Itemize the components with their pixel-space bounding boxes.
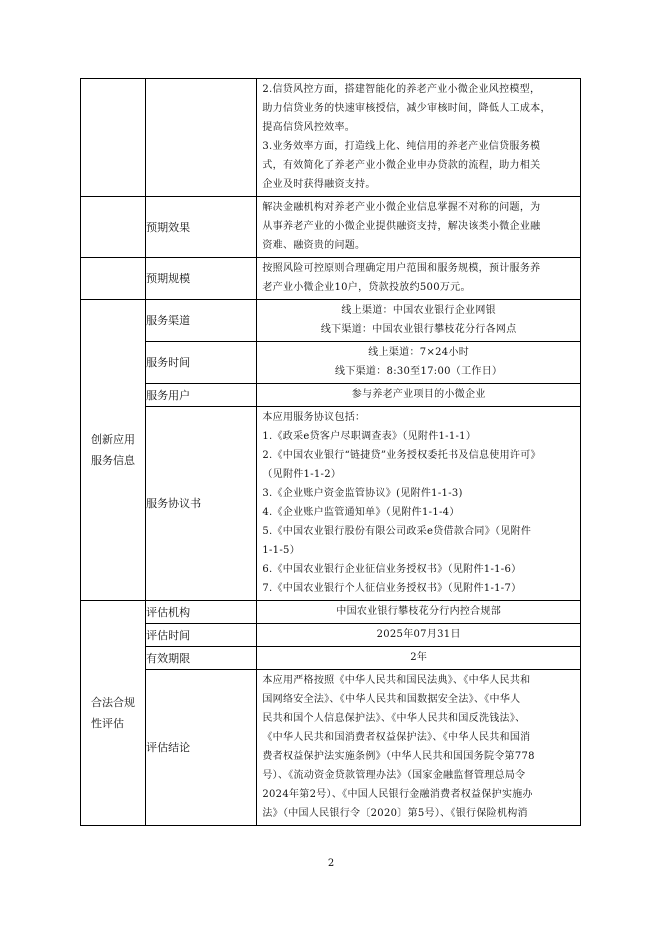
service-channel-value [257,300,581,342]
text-line: 线上渠道：中国农业银行企业网银 [341,305,496,316]
text-line: 从事养老产业的小微企业提供融资支持，解决该类小微企业融 [262,221,541,232]
validity-value: 2年 [257,647,581,670]
validity-label: 有效期限 [146,647,257,670]
service-time-value [257,342,581,384]
table-row [81,601,581,624]
compliance-category: 合法合规性评估 [81,601,146,826]
list-item: 1-1-5） [262,545,300,556]
table-row [81,647,581,670]
text-line: 2.信贷风控方面，搭建智能化的养老产业小微企业风控模型， [262,84,541,95]
text-line: 老产业小微企业10户，贷款投放约500万元。 [262,282,471,293]
service-users-value: 参与养老产业项目的小微企业 [257,384,581,407]
list-item: 4.《企业账户监管通知单》（见附件1-1-4） [262,507,460,518]
text-line: 2024年第2号）、《中国人民银行金融消费者权益保护实施办 [262,789,533,800]
text-line: 号）、《流动资金贷款管理办法》（国家金融监督管理总局令 [262,770,526,781]
list-item: 7.《中国农业银行个人征信业务授权书》（见附件1-1-7） [262,583,522,594]
text-line: 按照风险可控原则合理确定用户范围和服务规模，预计服务养 [262,263,541,274]
expected-effect-text [257,197,581,258]
service-users-label: 服务用户 [146,384,257,407]
page-number: 2 [327,858,335,869]
text-line: 3.业务效率方面，打造线上化、纯信用的养老产业信贷服务模 [262,141,541,152]
text-line: 国网络安全法》、《中华人民共和国数据安全法》、《中华人 [262,694,521,705]
service-agreement-list [257,407,581,601]
text-line: 费者权益保护法实施条例》（中华人民共和国国务院令第778 [262,751,535,762]
text-line: 资难、融资贵的问题。 [262,240,366,251]
table-row [81,342,581,384]
eval-time-value: 2025年07月31日 [257,624,581,647]
risk-efficiency-text [257,79,581,197]
list-item: 2.《中国农业银行“链捷贷”业务授权委托书及信息使用许可》 [262,450,541,461]
conclusion-label: 评估结论 [146,670,257,826]
text-line: 解决金融机构对养老产业小微企业信息掌握不对称的问题，为 [262,202,541,213]
text-line: 提高信贷风控效率。 [262,122,356,133]
eval-time-label: 评估时间 [146,624,257,647]
text-line: 线下渠道：中国农业银行攀枝花分行各网点 [320,324,517,335]
list-item: 1.《政采e贷客户尽职调查表》（见附件1-1-1） [262,431,477,442]
text-line: 本应用严格按照《中华人民共和国民法典》、《中华人民共和 [262,675,531,686]
text-line: 法》（中国人民银行令〔2020〕第5号）、《银行保险机构消 [262,808,528,819]
table-row [81,670,581,826]
text-line: 式，有效简化了养老产业小微企业申办贷款的流程，助力相关 [262,160,541,171]
table-row [81,197,581,258]
list-item: （见附件1-1-2） [262,469,342,480]
table-row [81,79,581,197]
list-item: 3.《企业账户资金监管协议》(见附件1-1-3) [262,488,463,499]
eval-org-label: 评估机构 [146,601,257,624]
table-row [81,407,581,601]
expected-effect-label: 预期效果 [146,197,257,258]
list-item: 本应用服务协议包括： [262,412,366,423]
conclusion-text [257,670,581,826]
empty-cell [81,258,146,300]
list-item: 5.《中国农业银行股份有限公司政采e贷借款合同》（见附件 [262,526,532,537]
service-info-category: 创新应用服务信息 [81,300,146,601]
text-line: 民共和国个人信息保护法》、《中华人民共和国反洗钱法》、 [262,713,526,724]
service-time-label: 服务时间 [146,342,257,384]
text-line: 助力信贷业务的快速审核授信，减少审核时间，降低人工成本， [262,103,551,114]
table-row [81,258,581,300]
text-line: 线上渠道：7×24小时 [368,347,470,358]
text-line: 《中华人民共和国消费者权益保护法》、《中华人民共和国消 [262,732,531,743]
empty-cell [81,197,146,258]
expected-scale-text [257,258,581,300]
eval-org-value: 中国农业银行攀枝花分行内控合规部 [257,601,581,624]
service-channel-label: 服务渠道 [146,300,257,342]
table-row [81,300,581,342]
table-row [81,624,581,647]
list-item: 6.《中国农业银行企业征信业务授权书》（见附件1-1-6） [262,564,522,575]
expected-scale-label: 预期规模 [146,258,257,300]
table-row [81,384,581,407]
empty-cell [81,79,146,197]
empty-cell [146,79,257,197]
text-line: 企业及时获得融资支持。 [262,179,376,190]
service-agreement-label: 服务协议书 [146,407,257,601]
text-line: 线下渠道：8:30至17:00（工作日） [335,366,503,377]
info-table [80,78,581,826]
